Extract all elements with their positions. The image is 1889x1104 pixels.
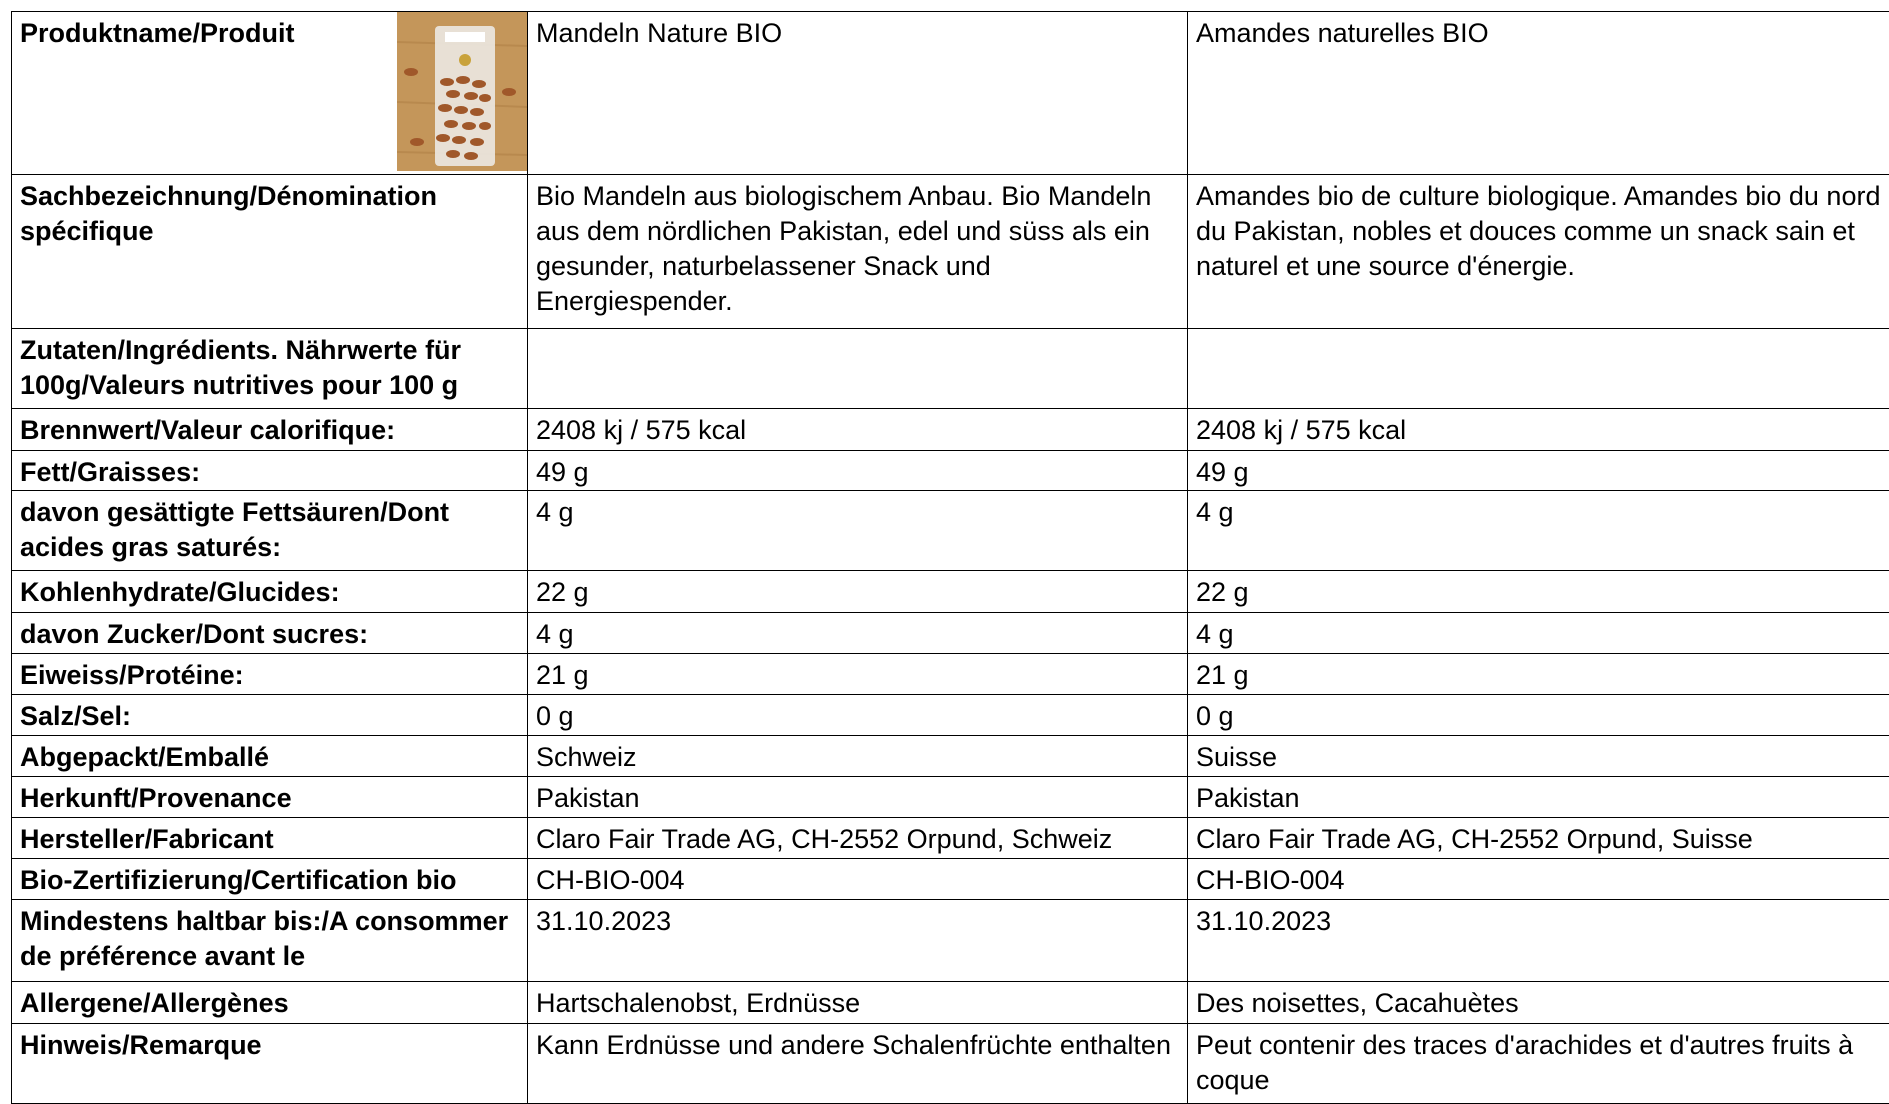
table-row-packed <box>12 736 1889 777</box>
table-row-ingredients <box>12 329 1889 409</box>
german-value-cell: Bio Mandeln aus biologischem Anbau. Bio Mandeln aus dem nördlichen Pakistan, edel und süss als ein gesunder, naturbelassener Snack und Energiespender. <box>528 175 1188 329</box>
table-row-origin <box>12 777 1889 818</box>
german-value-cell: Kann Erdnüsse und andere Schalenfrüchte enthalten <box>528 1024 1188 1104</box>
row-label: Brennwert/Valeur calorifique: <box>12 409 528 451</box>
german-value-cell: 4 g <box>528 613 1188 654</box>
german-value-cell: 49 g <box>528 451 1188 491</box>
table-row-remark <box>12 1024 1889 1104</box>
french-value-cell: 22 g <box>1188 571 1889 613</box>
table-row-sugar <box>12 613 1889 654</box>
french-value-cell: CH-BIO-004 <box>1188 859 1889 900</box>
table-row-salt <box>12 695 1889 736</box>
row-label: Produktname/Produit <box>20 18 295 48</box>
table-row-protein <box>12 654 1889 695</box>
french-value-cell: 0 g <box>1188 695 1889 736</box>
row-label: Kohlenhydrate/Glucides: <box>12 571 528 613</box>
row-label: Eiweiss/Protéine: <box>12 654 528 695</box>
french-value-cell: Des noisettes, Cacahuètes <box>1188 982 1889 1024</box>
row-label: Fett/Graisses: <box>12 451 528 491</box>
row-label: davon Zucker/Dont sucres: <box>12 613 528 654</box>
row-label: Mindestens haltbar bis:/A consommer de préférence avant le <box>12 900 528 982</box>
german-value-cell: Claro Fair Trade AG, CH-2552 Orpund, Schweiz <box>528 818 1188 859</box>
french-value-cell: 49 g <box>1188 451 1889 491</box>
row-label: Sachbezeichnung/Dénomination spécifique <box>12 175 528 329</box>
french-value-cell: 31.10.2023 <box>1188 900 1889 982</box>
german-value-cell <box>528 329 1188 409</box>
french-value-cell: 2408 kj / 575 kcal <box>1188 409 1889 451</box>
french-value-cell: 4 g <box>1188 613 1889 654</box>
almond-bag-photo-icon <box>397 12 527 171</box>
row-label: Herkunft/Provenance <box>12 777 528 818</box>
table-row-energy <box>12 409 1889 451</box>
french-value-cell: Pakistan <box>1188 777 1889 818</box>
german-value-cell: 0 g <box>528 695 1188 736</box>
row-label: Hersteller/Fabricant <box>12 818 528 859</box>
table-row-product-name <box>12 12 1889 175</box>
french-value-cell <box>1188 329 1889 409</box>
french-value-cell: Peut contenir des traces d'arachides et d'autres fruits à coque <box>1188 1024 1889 1104</box>
french-value-cell: 21 g <box>1188 654 1889 695</box>
row-label: Abgepackt/Emballé <box>12 736 528 777</box>
row-label: davon gesättigte Fettsäuren/Dont acides gras saturés: <box>12 491 528 571</box>
table-row-carbohydrates <box>12 571 1889 613</box>
french-value-cell: Claro Fair Trade AG, CH-2552 Orpund, Suisse <box>1188 818 1889 859</box>
german-value-cell: Mandeln Nature BIO <box>528 12 1188 175</box>
german-value-cell: Pakistan <box>528 777 1188 818</box>
german-value-cell: CH-BIO-004 <box>528 859 1188 900</box>
row-label: Salz/Sel: <box>12 695 528 736</box>
german-value-cell: Hartschalenobst, Erdnüsse <box>528 982 1188 1024</box>
table-row-description <box>12 175 1889 329</box>
row-label: Zutaten/Ingrédients. Nährwerte für 100g/Valeurs nutritives pour 100 g <box>12 329 528 409</box>
french-value-cell: Amandes naturelles BIO <box>1188 12 1889 175</box>
table-row-manufacturer <box>12 818 1889 859</box>
german-value-cell: 2408 kj / 575 kcal <box>528 409 1188 451</box>
row-label: Allergene/Allergènes <box>12 982 528 1024</box>
table-row-best-before <box>12 900 1889 982</box>
french-value-cell: Suisse <box>1188 736 1889 777</box>
table-row-allergens <box>12 982 1889 1024</box>
german-value-cell: 22 g <box>528 571 1188 613</box>
german-value-cell: Schweiz <box>528 736 1188 777</box>
german-value-cell: 21 g <box>528 654 1188 695</box>
row-label-cell <box>12 12 528 175</box>
row-label: Bio-Zertifizierung/Certification bio <box>12 859 528 900</box>
french-value-cell: Amandes bio de culture biologique. Amandes bio du nord du Pakistan, nobles et douces comme un snack sain et naturel et une source d'énergie. <box>1188 175 1889 329</box>
product-spec-table <box>11 11 1889 1104</box>
row-label: Hinweis/Remarque <box>12 1024 528 1104</box>
german-value-cell: 31.10.2023 <box>528 900 1188 982</box>
french-value-cell: 4 g <box>1188 491 1889 571</box>
german-value-cell: 4 g <box>528 491 1188 571</box>
table-row-saturated-fat <box>12 491 1889 571</box>
table-row-bio-certification <box>12 859 1889 900</box>
table-row-fat <box>12 451 1889 491</box>
